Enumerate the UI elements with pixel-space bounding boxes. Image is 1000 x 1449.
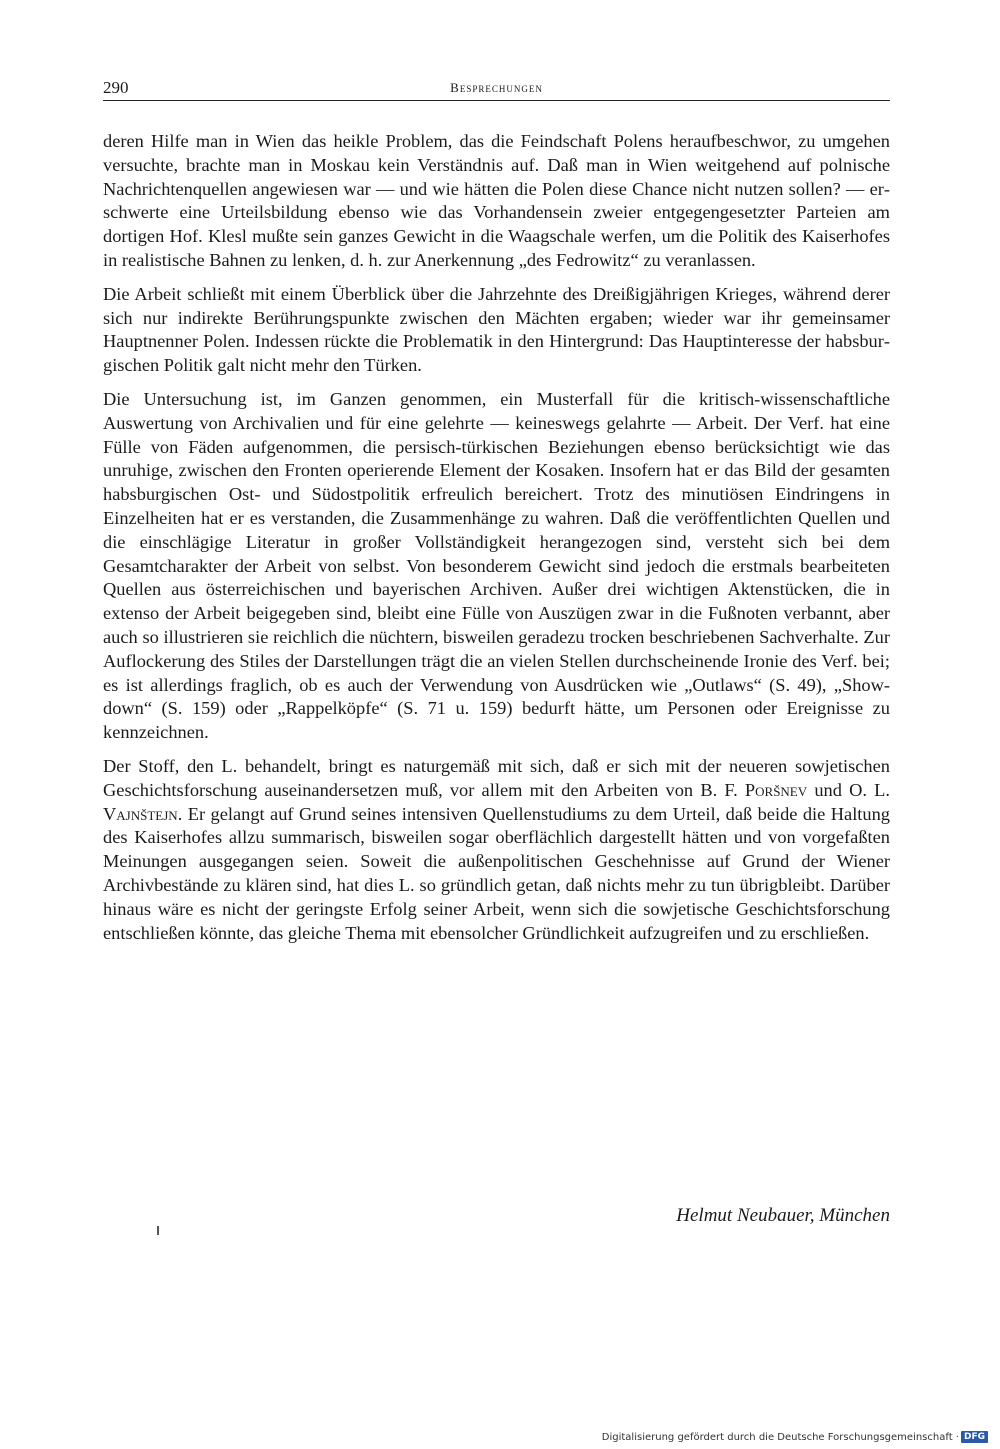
review-signature: Helmut Neubauer, München [676, 1205, 890, 1226]
scan-artifact-mark [157, 1226, 159, 1235]
review-body [103, 130, 890, 955]
running-head: Besprechungen [450, 80, 543, 95]
page-header [103, 78, 890, 101]
dfg-logo-icon: DFG [961, 1431, 988, 1443]
footer-text: Digitalisierung gefördert durch die Deutsche Forschungsgemeinschaft · [601, 1431, 959, 1443]
paragraph-4-text-before: Der Stoff, den L. behandelt, bringt es naturgemäß mit sich, daß er sich mit der neueren sowjetischen Geschichtsforschung auseinandersetzen muß, vor allem mit den Arbeiten von B. F. [103, 755, 890, 800]
paragraph-4-text-after: . Er gelangt auf Grund seines intensiven Quellenstudiums zu dem Urteil, daß beide die Haltung des Kaiserhofes allzu summarisch, bisweilen sogar oberflächlich dargestellt hätten und von vorgefaßten Meinungen ausgegangen seien. Soweit die außenpolitischen Geschehnisse auf Grund der Wiener Archivbestände zu klären sind, hat dies L. so gründlich getan, daß nichts mehr zu tun übrigbleibt. Darüber hinaus wäre es nicht der geringste Erfolg seiner Arbeit, wenn sich die sowjetische Geschichtsforschung entschließen könnte, das gleiche Thema mit ebensolcher Gründlichkeit aufzugreifen und zu erschließen. [103, 803, 890, 943]
paragraph-3: Die Untersuchung ist, im Ganzen genommen, ein Musterfall für die kritisch-wissenschaftliche Auswertung von Archivalien und für eine gelehrte — keineswegs gelahrte — Arbeit. Der Verf. hat eine Fülle von Fäden aufgenommen, die persisch-türkischen Beziehungen ebenso berücksichtigt wie das unruhige, zwischen den Fronten operierende Element der Kosaken. Insofern hat er das Bild der gesamten habsburgischen Ost- und Südostpolitik erfreulich bereichert. Trotz des minutiösen Eindringens in Einzelheiten hat er es verstanden, die Zusammenhänge zu wahren. Daß die veröffentlichten Quellen und die einschlägige Literatur in großer Vollständigkeit herangezogen sind, versteht sich bei dem Gesamtcharakter der Arbeit von selbst. Von besonderem Gewicht sind jedoch die erstmals bearbeiteten Quellen aus österreichischen und bayerischen Archiven. Außer drei wichtigen Aktenstücken, die in extenso der Arbeit beigegeben sind, bleibt eine Fülle von Auszügen zwar in die Fußnoten verbannt, aber auch so illustrieren sie reichlich die nüchtern, bisweilen geradezu trocken beschriebenen Sachverhalte. Zur Auflockerung des Stiles der Darstellungen trägt die an vielen Stellen durchscheinende Ironie des Verf. bei; es ist allerdings fraglich, ob es auch der Verwendung von Ausdrücken wie „Outlaws“ (S. 49), „Showdown“ (S. 159) oder „Rappelköpfe“ (S. 71 u. 159) bedurft hätte, um Personen oder Ereignisse zu kennzeichnen. [103, 388, 890, 743]
page-number: 290 [103, 78, 129, 97]
paragraph-2: Die Arbeit schließt mit einem Überblick über die Jahrzehnte des Dreißigjährigen Krieges, während derer sich nur indirekte Berührungspunkte zwischen den Mächten ergaben; wieder war ihr gemeinsamer Hauptnenner Polen. Indessen rückte die Problematik in den Hintergrund: Das Hauptinteresse der habsburgischen Politik galt nicht mehr den Türken. [103, 283, 890, 376]
paragraph-4-text-middle: und O. L. [807, 779, 890, 800]
author-name-porsnev: Poršnev [744, 779, 808, 800]
paragraph-4 [103, 755, 890, 945]
paragraph-1: deren Hilfe man in Wien das heikle Problem, das die Feindschaft Polens heraufbeschwor, zu umgehen versuchte, brachte man in Moskau kein Verständnis auf. Daß man in Wien weitgehend auf polnische Nachrichtenquellen angewiesen war — und wie hätten die Polen diese Chance nicht nutzen sollen? — erschwerte eine Urteilsbildung ebenso wie das Vorhandensein zweier entgegengesetzter Parteien am dortigen Hof. Klesl mußte sein ganzes Gewicht in die Waagschale werfen, um die Politik des Kaiserhofes in realistische Bahnen zu lenken, d. h. zur Anerkennung „des Fedrowitz“ zu veranlassen. [103, 131, 890, 270]
author-name-vajnstejn: Vajnštejn [103, 803, 178, 824]
digitization-footer [602, 1431, 988, 1443]
